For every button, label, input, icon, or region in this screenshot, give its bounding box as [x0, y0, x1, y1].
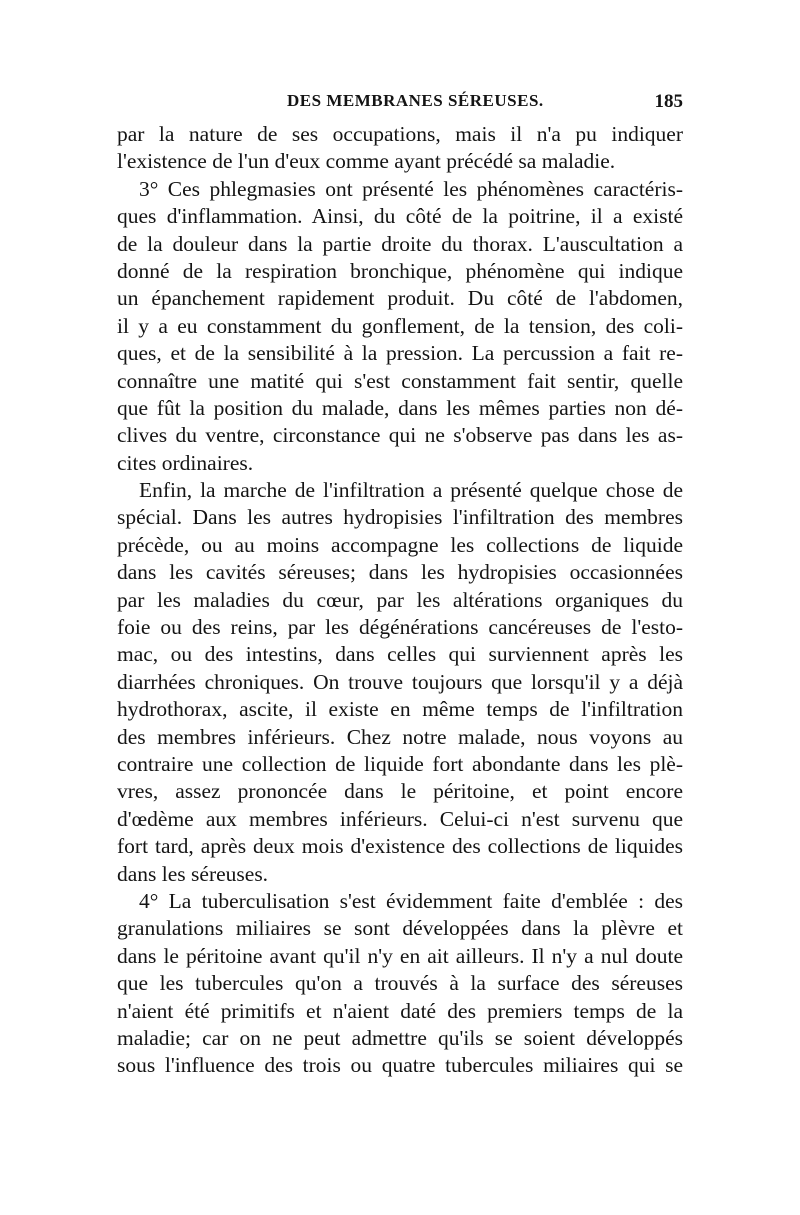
- text-line: granulations miliaires se sont développées dans la plèvre et: [117, 916, 683, 941]
- running-title: DES MEMBRANES SÉREUSES.: [287, 91, 544, 110]
- text-line: vres, assez prononcée dans le péritoine, et point encore: [117, 779, 683, 804]
- text-line: un épanchement rapidement produit. Du côté de l'abdomen,: [117, 286, 683, 311]
- text-line: fort tard, après deux mois d'existence des collections de liquides: [117, 834, 683, 859]
- text-line: contraire une collection de liquide fort abondante dans les plè-: [117, 751, 683, 776]
- text-line: sous l'influence des trois ou quatre tubercules miliaires qui se: [117, 1053, 683, 1078]
- text-line: par la nature de ses occupations, mais il n'a pu indiquer: [117, 122, 683, 146]
- text-line: connaître une matité qui s'est constamment fait sentir, quelle: [117, 368, 683, 393]
- text-line: clives du ventre, circonstance qui ne s'observe pas dans les as-: [117, 423, 683, 448]
- text-line: de la douleur dans la partie droite du thorax. L'auscultation a: [117, 231, 683, 256]
- text-line: ques d'inflammation. Ainsi, du côté de la poitrine, il a existé: [117, 204, 683, 229]
- text-line: que fût la position du malade, dans les mêmes parties non dé-: [117, 395, 683, 420]
- text-line: mac, ou des intestins, dans celles qui surviennent après les: [117, 642, 683, 667]
- text-line: donné de la respiration bronchique, phénomène qui indique: [117, 258, 683, 283]
- page-header: [117, 91, 683, 119]
- text-line: cites ordinaires.: [117, 450, 254, 475]
- text-line: ques, et de la sensibilité à la pression. La percussion a fait re-: [117, 341, 683, 366]
- text-line: maladie; car on ne peut admettre qu'ils se soient développés: [117, 1025, 683, 1050]
- text-line: dans les cavités séreuses; dans les hydropisies occasionnées: [117, 560, 683, 585]
- text-line: dans le péritoine avant qu'il n'y en ait ailleurs. Il n'y a nul doute: [117, 943, 683, 968]
- text-line: l'existence de l'un d'eux comme ayant précédé sa maladie.: [117, 149, 616, 174]
- text-line: spécial. Dans les autres hydropisies l'infiltration des membres: [117, 505, 683, 530]
- text-line: par les maladies du cœur, par les altérations organiques du: [117, 587, 683, 612]
- text-line: diarrhées chroniques. On trouve toujours que lorsqu'il y a déjà: [117, 669, 683, 694]
- page-number: 185: [654, 91, 683, 112]
- text-line: 4° La tuberculisation s'est évidemment faite d'emblée : des: [139, 888, 683, 913]
- text-line: foie ou des reins, par les dégénérations cancéreuses de l'esto-: [117, 615, 683, 640]
- text-line: Enfin, la marche de l'infiltration a présenté quelque chose de: [139, 478, 683, 503]
- text-line: hydrothorax, ascite, il existe en même temps de l'infiltration: [117, 697, 683, 722]
- text-line: n'aient été primitifs et n'aient daté des premiers temps de la: [117, 998, 683, 1023]
- text-line: des membres inférieurs. Chez notre malade, nous voyons au: [117, 724, 683, 749]
- text-line: que les tubercules qu'on a trouvés à la surface des séreuses: [117, 971, 683, 996]
- text-line: dans les séreuses.: [117, 861, 269, 886]
- text-line: précède, ou au moins accompagne les collections de liquide: [117, 532, 683, 557]
- body-text: [117, 121, 683, 1080]
- text-line: d'œdème aux membres inférieurs. Celui-ci n'est survenu que: [117, 806, 683, 831]
- text-line: 3° Ces phlegmasies ont présenté les phénomènes caractéris-: [139, 176, 683, 201]
- text-line: il y a eu constamment du gonflement, de la tension, des coli-: [117, 313, 683, 338]
